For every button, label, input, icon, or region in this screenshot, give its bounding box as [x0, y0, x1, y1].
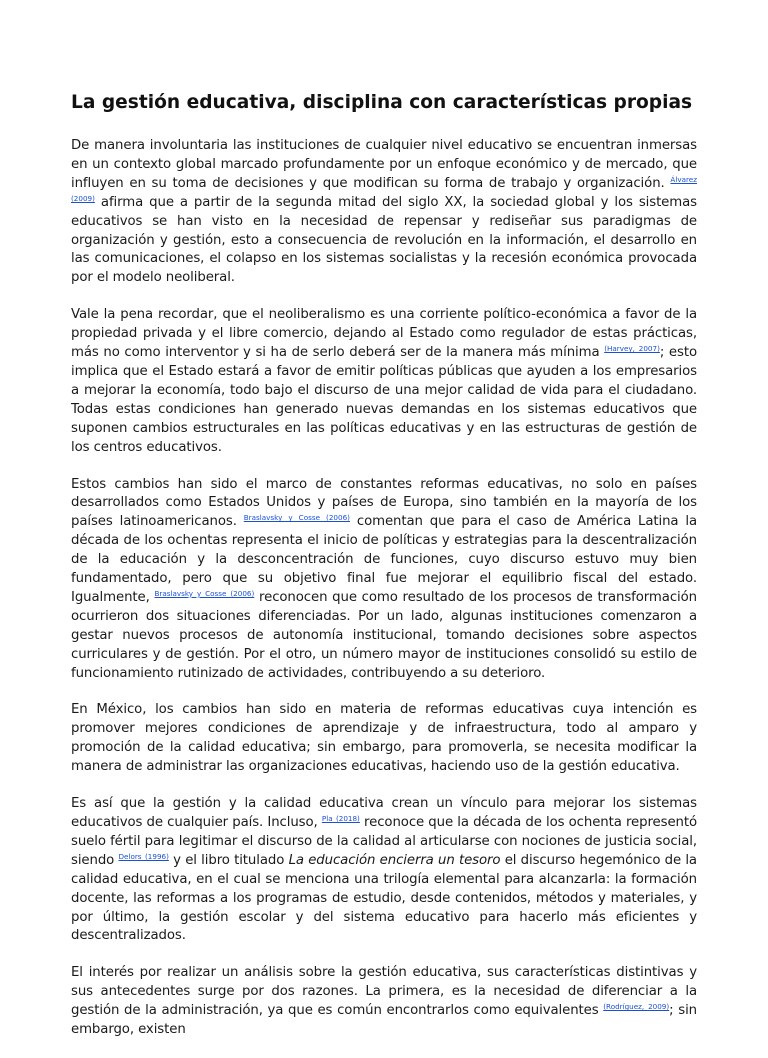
paragraph-2 — [71, 306, 697, 457]
paragraph-text: El interés por realizar un análisis sobre la gestión educativa, sus características distintivas y sus antecedentes surge por dos razones. La primera, es la necesidad de diferenciar a la gestión de la administración, ya que es común encontrarlos como equivalentes — [71, 965, 697, 1019]
paragraph-text: ; esto implica que el Estado estará a favor de emitir políticas públicas que ayuden a los empresarios a mejorar la economía, todo bajo el discurso de una mejor calidad de vida para el ciudadano. Todas estas condiciones han generado nuevas demandas en los sistemas educativos que suponen cambios estructurales en las políticas educativas y en las estructuras de gestión de los centros educativos. — [71, 345, 697, 455]
paragraph-text: reconocen que como resultado de los procesos de transformación ocurrieron dos situaciones diferenciadas. Por un lado, algunas instituciones comenzaron a gestar nuevos procesos de autonomía institucional, tomando decisiones sobre aspectos curriculares y de gestión. Por el otro, un número mayor de instituciones consolidó su estilo de funcionamiento rutinizado de actividades, contribuyendo a su deterioro. — [71, 589, 697, 681]
book-title: La educación encierra un tesoro — [288, 852, 501, 868]
paragraph-5 — [71, 795, 697, 946]
paragraph-text: De manera involuntaria las instituciones de cualquier nivel educativo se encuentran inmersas en un contexto global marcado profundamente por un enfoque económico y de mercado, que influyen en su toma de decisiones y que modifican su forma de trabajo y organización. — [71, 138, 697, 191]
citation-link-braslavsky-1[interactable]: Braslavsky y Cosse (2006) — [243, 513, 350, 523]
paragraph-text: reconoce que la década de los ochenta representó suelo fértil para legitimar el discurso de la calidad al articularse con nociones de justicia social, siendo — [71, 815, 697, 868]
paragraph-3 — [71, 476, 697, 684]
paragraph-text: y el libro titulado — [168, 852, 289, 868]
paragraph-text: Estos cambios han sido el marco de constantes reformas educativas, no solo en países desarrollados como Estados Unidos y países de Europa, sino también en la mayoría de los países latinoamericanos. — [71, 476, 697, 530]
paragraph-text: comentan que para el caso de América Latina la década de los ochentas representa el inicio de políticas y estrategias para la descentralización de la educación y la desconcentración de funciones, cuyo discurso estuvo muy bien fundamentado, pero que su objetivo final fue mejorar el equilibrio fiscal del estado. Igualmente, — [71, 514, 697, 605]
paragraph-text: afirma que a partir de la segunda mitad del siglo XX, la sociedad global y los sistemas educativos se han visto en la necesidad de repensar y rediseñar sus paradigmas de organización y gestión, esto a consecuencia de revolución en la información, el desarrollo en las comunicaciones, el colapso en los sistemas socialistas y la recesión económica provocada por el modelo neoliberal. — [71, 194, 697, 286]
paragraph-text: el discurso hegemónico de la calidad educativa, en el cual se menciona una trilogía elemental para alcanzarla: la formación docente, las reformas a los programas de estudio, desde contenidos, métodos y materiales, y por último, la gestión escolar y del sistema educativo para hacerlo más eficientes y descentralizados. — [71, 852, 697, 944]
paragraph-text: Es así que la gestión y la calidad educativa crean un vínculo para mejorar los sistemas educativos de cualquier país. Incluso, — [71, 796, 697, 830]
document-page — [71, 90, 697, 1058]
citation-link-braslavsky-2[interactable]: Braslavsky y Cosse (2006) — [154, 588, 255, 598]
paragraph-4: En México, los cambios han sido en materia de reformas educativas cuya intención es promover mejores condiciones de aprendizaje y de infraestructura, todo al amparo y promoción de la calidad educativa; sin embargo, para promoverla, se necesita modificar la manera de administrar las organizaciones educativas, haciendo uso de la gestión educativa. — [71, 702, 697, 775]
paragraph-6 — [71, 964, 697, 1040]
citation-link-alvarez[interactable]: Álvarez (2009) — [71, 174, 697, 203]
paragraph-text: ; sin embargo, existen — [71, 1003, 697, 1038]
page-title: La gestión educativa, disciplina con características propias — [71, 92, 693, 113]
paragraph-text: Vale la pena recordar, que el neoliberalismo es una corriente político-económica a favor de la propiedad privada y el libre comercio, dejando al Estado como regulador de estas prácticas, más no como interventor y si ha de serlo deberá ser de la manera más mínima — [71, 307, 697, 361]
citation-link-pla[interactable]: Pla (2018) — [321, 814, 360, 823]
citation-link-rodriguez[interactable]: (Rodríguez, 2009) — [603, 1002, 670, 1012]
citation-link-harvey[interactable]: (Harvey, 2007) — [604, 344, 660, 354]
paragraph-1 — [71, 137, 697, 288]
citation-link-delors[interactable]: Delors (1996) — [118, 851, 169, 861]
